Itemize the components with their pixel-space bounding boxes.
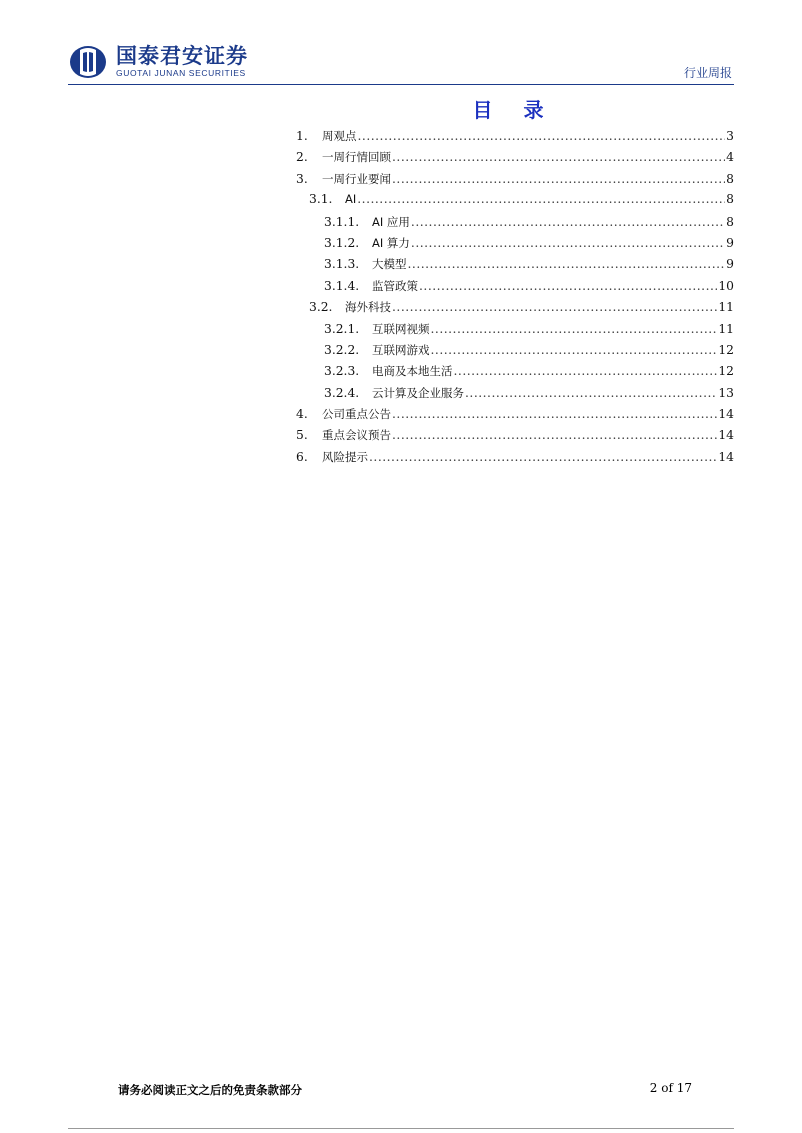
toc-entry-page: 4: [726, 150, 734, 165]
logo-emblem-icon: [68, 44, 108, 80]
toc-entry[interactable]: [296, 427, 734, 448]
toc-entry-number: 3.1.3.: [324, 257, 360, 272]
toc-entry-page: 12: [718, 364, 734, 379]
toc-entry-title: 海外科技: [345, 300, 391, 315]
toc-entry[interactable]: [296, 342, 734, 363]
toc-entry-number: 5.: [296, 428, 308, 443]
toc-entry-page: 8: [726, 214, 734, 229]
toc-entry-page: 10: [718, 278, 734, 293]
toc-leader-dots: [369, 450, 717, 464]
toc-leader-dots: [431, 322, 718, 336]
toc-entry[interactable]: [296, 321, 734, 342]
toc-entry-number: 3.1.4.: [324, 278, 360, 293]
disclaimer-notice: 请务必阅读正文之后的免责条款部分: [118, 1083, 302, 1097]
page-number: 2 of 17: [649, 1081, 692, 1095]
toc-entry[interactable]: [296, 299, 734, 320]
toc-entry-title: 云计算及企业服务: [372, 385, 464, 400]
toc-entry-page: 14: [718, 428, 734, 443]
toc-entry-number: 3.1.2.: [324, 235, 360, 250]
toc-entry-page: 13: [718, 385, 734, 400]
toc-entry-title: 公司重点公告: [322, 407, 391, 422]
toc-leader-dots: [358, 129, 726, 143]
toc-entry[interactable]: [296, 278, 734, 299]
toc-entry-title: AI: [345, 192, 357, 207]
toc-entry-number: 2.: [296, 150, 308, 165]
toc-entry-page: 11: [718, 300, 734, 315]
toc-entry[interactable]: [296, 171, 734, 192]
toc-leader-dots: [411, 236, 725, 250]
table-of-contents: [296, 128, 734, 470]
toc-entry[interactable]: [296, 214, 734, 235]
toc-entry-number: 3.2.: [309, 300, 333, 315]
toc-entry-page: 8: [726, 171, 734, 186]
toc-leader-dots: [392, 150, 725, 164]
company-logo: [68, 44, 288, 80]
toc-entry[interactable]: [296, 385, 734, 406]
toc-entry[interactable]: [296, 449, 734, 470]
toc-entry-number: 3.2.3.: [324, 364, 360, 379]
toc-entry-title: 大模型: [372, 257, 407, 272]
toc-entry-title: AI 应用: [372, 214, 410, 229]
toc-leader-dots: [392, 172, 725, 186]
toc-entry-page: 8: [726, 192, 734, 207]
toc-entry[interactable]: [296, 363, 734, 384]
toc-entry-number: 3.2.4.: [324, 385, 360, 400]
toc-leader-dots: [357, 192, 725, 206]
brand-name-en: GUOTAI JUNAN SECURITIES: [116, 68, 246, 78]
toc-entry-title: 互联网游戏: [372, 342, 430, 357]
toc-leader-dots: [454, 364, 718, 378]
footer-divider: [68, 1128, 734, 1129]
brand-name-cn: 国泰君安证券: [116, 44, 248, 68]
toc-entry[interactable]: [296, 256, 734, 277]
header-divider: [68, 84, 734, 85]
toc-entry-page: 9: [726, 235, 734, 250]
toc-leader-dots: [408, 257, 726, 271]
toc-entry[interactable]: [296, 406, 734, 427]
toc-leader-dots: [465, 386, 717, 400]
toc-entry-title: 周观点: [322, 129, 357, 143]
toc-entry-title: 一周行情回顾: [322, 150, 391, 165]
toc-entry-number: 3.2.1.: [324, 321, 360, 336]
report-type-label: 行业周报: [683, 66, 732, 80]
toc-leader-dots: [392, 407, 717, 421]
toc-entry[interactable]: [296, 235, 734, 256]
toc-entry-title: 电商及本地生活: [372, 364, 453, 379]
toc-leader-dots: [392, 300, 717, 314]
toc-entry-number: 3.1.: [309, 192, 333, 207]
toc-entry-number: 3.2.2.: [324, 342, 360, 357]
toc-entry-page: 3: [726, 129, 734, 143]
toc-leader-dots: [431, 343, 718, 357]
toc-entry-title: 重点会议预告: [322, 428, 391, 443]
toc-entry-title: AI 算力: [372, 235, 410, 250]
toc-leader-dots: [411, 215, 725, 229]
toc-entry-page: 14: [718, 449, 734, 464]
toc-entry-title: 互联网视频: [372, 321, 430, 336]
toc-entry-number: 3.1.1.: [324, 214, 360, 229]
toc-entry-title: 监管政策: [372, 278, 418, 293]
toc-entry[interactable]: [296, 149, 734, 170]
toc-entry-page: 14: [718, 407, 734, 422]
toc-entry-number: 3.: [296, 171, 308, 186]
toc-entry[interactable]: [296, 192, 734, 213]
toc-entry-page: 12: [718, 342, 734, 357]
toc-entry-page: 9: [726, 257, 734, 272]
toc-entry-number: 4.: [296, 407, 308, 422]
toc-title: 目 录: [472, 98, 556, 122]
toc-entry-page: 11: [718, 321, 734, 336]
toc-entry-title: 一周行业要闻: [322, 171, 391, 186]
page-header: [0, 0, 802, 90]
toc-leader-dots: [419, 279, 717, 293]
toc-entry[interactable]: [296, 128, 734, 149]
toc-entry-number: 6.: [296, 449, 308, 464]
toc-entry-number: 1.: [296, 129, 308, 143]
toc-leader-dots: [392, 428, 717, 442]
toc-entry-title: 风险提示: [322, 449, 368, 464]
